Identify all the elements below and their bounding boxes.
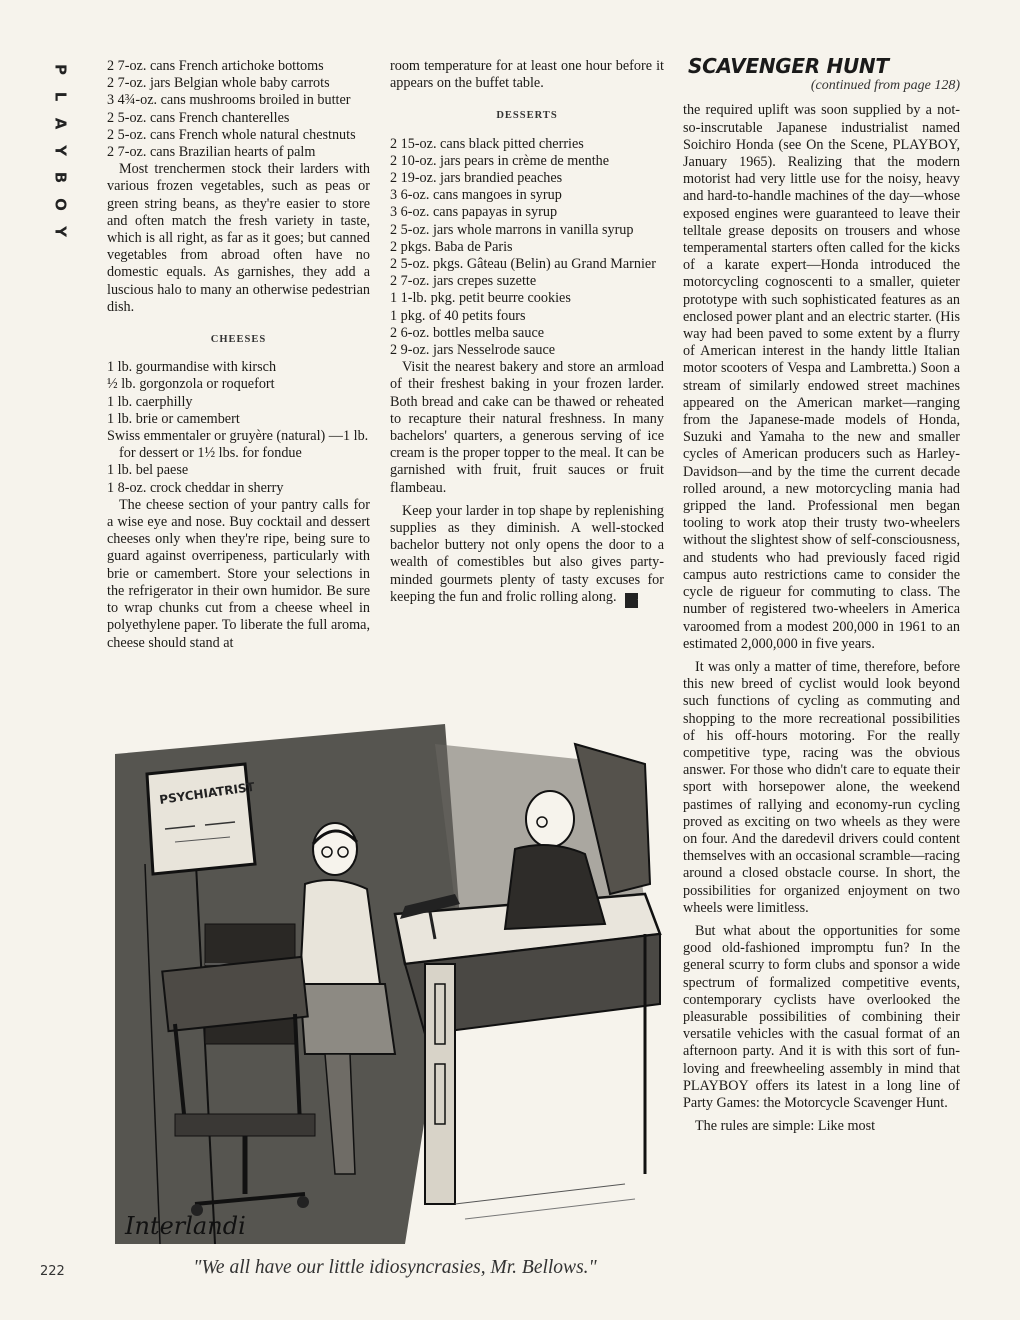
- cartoon-caption: "We all have our little idiosyncrasies, Mr. Bellows.": [193, 1257, 597, 1278]
- list-item: 2 5-oz. pkgs. Gâteau (Belin) au Grand Marnier: [390, 256, 656, 273]
- list-item: ½ lb. gorgonzola or roquefort: [107, 376, 275, 393]
- masthead-letter: P: [51, 64, 70, 75]
- column-1: [107, 58, 370, 652]
- paragraph: the required uplift was soon supplied by a not-so-inscrutable Japanese industrialist named Soichiro Honda (see On the Scene, PLAYBOY, January 1965). Realizing that the modern motorist had very little use for the noisy, heavy and hard-to-handle machines of the day—whose exposed engines were guaranteed to leave their telltale grease deposits on trousers and whose temperamental starters often called for the kicks of a karate expert—Honda introduced the motorcycling cognoscenti to a smaller, quieter prototype with such sophisticated features as an enclosed power plant and an electric starter. (His way had been paved to some extent by a flurry of American interest in the handy little Italian motor scooters of Vespa and Lambretta.) Soon a stream of similarly endowed street machines appeared on the American market—ranging from the Japanese-made models of Honda, Suzuki and Yamaha to the new and smaller cycles of American producers such as Harley-Davidson—and by the time the current decade rolled around, a new motorcycling mania had gripped the land. Professional men began tooling to work atop their trusty two-wheelers without the slightest show of self-consciousness, and students who had previously faced rigid campus auto restrictions came to consider the cycle de rigueur for commuting to class. The number of registered two-wheelers in America varoomed from a modest 200,000 in 1961 to an estimated 2,000,000 in five years.: [683, 102, 960, 652]
- list-item: 2 7-oz. cans French artichoke bottoms: [107, 58, 324, 74]
- paragraph-text: Keep your larder in top shape by replenishing supplies as they diminish. A well-stocked bachelor buttery not only opens the door to a wealth of comestibles but also gives party-minded gourmets plenty of tasty excuses for keeping the fun and frolic rolling along.: [390, 502, 664, 605]
- list-item: 1 lb. caerphilly: [107, 393, 193, 410]
- column-3: [683, 54, 960, 1135]
- list-item: 2 6-oz. bottles melba sauce: [390, 324, 545, 341]
- article-headline: SCAVENGER HUNT: [688, 54, 889, 78]
- list-item: 2 7-oz. jars Belgian whole baby carrots: [107, 75, 330, 92]
- list-item: 3 6-oz. cans papayas in syrup: [390, 204, 558, 221]
- page-number: 222: [40, 1264, 65, 1279]
- column-2: [390, 58, 664, 608]
- paragraph: But what about the opportunities for some good old-fashioned impromptu fun? In the general scurry to form clubs and sponsor a wide spectrum of formalized competitive events, contemporary cyclists have overlooked the pleasurable possibilities of combining their versatile vehicles with the casual format of an afternoon party. And it is with this sort of fun-loving and freewheeling assembly in mind that PLAYBOY offers its latest in a long line of Party Games: the Motorcycle Scavenger Hunt.: [683, 922, 960, 1111]
- masthead-letter: L: [51, 91, 70, 102]
- list-item: 2 7-oz. jars crepes suzette: [390, 273, 537, 290]
- masthead-letter: Y: [51, 226, 70, 237]
- list-item: 2 7-oz. cans Brazilian hearts of palm: [107, 144, 316, 161]
- paragraph: The cheese section of your pantry calls for a wise eye and nose. Buy cocktail and dessert cheeses only when they're ripe, being sure to guard against overripeness, particularly with brie or camembert. Store your selections in the refrigerator in their own humidor. Be sure to wrap chunks cut from a cheese wheel in polyethylene paper. To liberate the full aroma, cheese should stand at: [107, 496, 370, 651]
- list-item: Swiss emmentaler or gruyère (natural) —1 lb. for dessert or 1½ lbs. for fondue: [107, 428, 369, 462]
- list-item: 2 15-oz. cans black pitted cherries: [390, 135, 584, 152]
- cartoon-drawing: [105, 724, 665, 1254]
- list-item: 1 lb. brie or camembert: [107, 410, 240, 427]
- masthead-letter: O: [51, 198, 70, 211]
- list-item: 2 10-oz. jars pears in crème de menthe: [390, 152, 610, 169]
- list-item: 3 4¾-oz. cans mushrooms broiled in butter: [107, 92, 351, 109]
- dessert-list: [390, 136, 664, 360]
- section-heading-cheeses: CHEESES: [210, 334, 267, 346]
- list-item: 2 5-oz. jars whole marrons in vanilla syrup: [390, 221, 634, 238]
- section-heading-desserts: DESSERTS: [496, 110, 558, 122]
- paragraph: Visit the nearest bakery and store an armload of their freshest baking in your frozen larder. Both bread and cake can be thawed or reheated to recapture their natural freshness. In many bachelors' quarters, a generous serving of ice cream is the proper topper to the meal. It can be garnished with fruit, fruit sauces or fruit flambeau.: [390, 359, 664, 496]
- paragraph: Most trenchermen stock their larders with various frozen vegetables, such as peas or green string beans, as they're easier to store and often match the fresh variety in taste, which is all right, as far as it goes; but canned vegetables from abroad often have no domestic equals. As garnishes, they add a luscious halo to many an otherwise pedestrian dish.: [107, 161, 370, 315]
- paragraph: room temperature for at least one hour before it appears on the buffet table.: [390, 58, 664, 92]
- list-item: 1 pkg. of 40 petits fours: [390, 307, 526, 324]
- paragraph: It was only a matter of time, therefore, before this new breed of cyclist would look beyond such functions of cycling as commuting and shopping to the more recreational possibilities of his off-hours motoring. For the really competitive type, racing was the obvious answer. For those who didn't care to equate their sport with horsepower alone, the weekend pastimes of rallying and economy-run cycling proved as exciting on two wheels as they were on four. And the daredevil drivers could content themselves with an occasional scramble—racing around a closed obstacle course. In short, the possibilities for organized enjoyment on two wheels were limitless.: [683, 658, 960, 916]
- masthead-letter: A: [51, 117, 70, 130]
- list-item: 3 6-oz. cans mangoes in syrup: [390, 187, 562, 204]
- list-item: 2 pkgs. Baba de Paris: [390, 238, 513, 255]
- list-item: 1 8-oz. crock cheddar in sherry: [107, 479, 284, 496]
- masthead-letter: Y: [51, 145, 70, 156]
- masthead-letter: B: [51, 171, 70, 184]
- list-item: 2 9-oz. jars Nesselrode sauce: [390, 342, 556, 359]
- cartoon-illustration: [105, 724, 665, 1254]
- diploma-text: PSYCHIATRIST: [158, 779, 256, 807]
- end-mark-icon: ✦: [625, 593, 638, 608]
- list-item: 2 5-oz. cans French whole natural chestnuts: [107, 126, 356, 143]
- list-item: 1 lb. bel paese: [107, 462, 189, 479]
- paragraph: The rules are simple: Like most: [695, 1118, 876, 1135]
- paragraph-last: [390, 503, 664, 608]
- diploma-frame: [147, 764, 256, 874]
- list-item: 2 5-oz. cans French chanterelles: [107, 109, 290, 126]
- masthead-playboy: [48, 56, 72, 245]
- vegetable-list: [107, 58, 370, 161]
- artist-signature: Interlandi: [125, 1212, 246, 1240]
- continued-from: (continued from page 128): [810, 78, 960, 94]
- list-item: 2 19-oz. jars brandied peaches: [390, 170, 563, 187]
- cheese-list: [107, 359, 370, 497]
- list-item: 1 lb. gourmandise with kirsch: [107, 359, 277, 376]
- list-item: 1 1-lb. pkg. petit beurre cookies: [390, 290, 571, 307]
